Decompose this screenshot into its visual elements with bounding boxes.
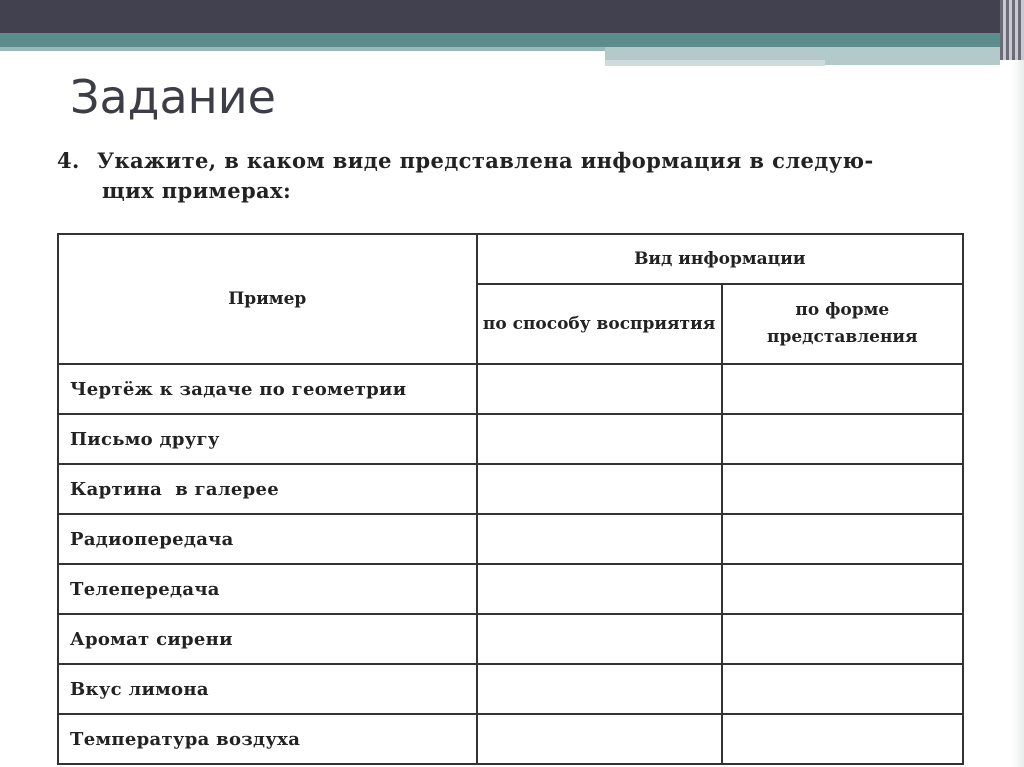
- answer-cell-perception[interactable]: [477, 464, 722, 514]
- task-text-line-1: Укажите, в каком виде представлена информация в следую-: [97, 148, 874, 173]
- table-row: [58, 414, 963, 464]
- header-by-perception: по способу восприятия: [477, 284, 722, 364]
- answer-cell-form[interactable]: [722, 614, 963, 664]
- row-example: Радиопередача: [58, 514, 477, 564]
- table-row: [58, 564, 963, 614]
- row-example: Телепередача: [58, 564, 477, 614]
- answer-cell-perception[interactable]: [477, 414, 722, 464]
- answer-cell-form[interactable]: [722, 714, 963, 764]
- info-table: [57, 233, 964, 765]
- table-row: [58, 614, 963, 664]
- row-example: Температура воздуха: [58, 714, 477, 764]
- table-row: [58, 714, 963, 764]
- slide-title: Задание: [70, 70, 276, 124]
- header-bar-teal: [0, 33, 1000, 47]
- answer-cell-form[interactable]: [722, 414, 963, 464]
- row-example: Картина в галерее: [58, 464, 477, 514]
- answer-cell-form[interactable]: [722, 514, 963, 564]
- answer-cell-perception[interactable]: [477, 364, 722, 414]
- header-example: Пример: [58, 234, 477, 364]
- task-text: [57, 146, 967, 206]
- row-example: Чертёж к задаче по геометрии: [58, 364, 477, 414]
- header-by-form: по форме представления: [722, 284, 963, 364]
- header-bar-light-accent: [605, 60, 825, 66]
- answer-cell-perception[interactable]: [477, 564, 722, 614]
- task-text-line-2: щих примерах:: [102, 178, 292, 203]
- answer-cell-form[interactable]: [722, 664, 963, 714]
- answer-cell-perception[interactable]: [477, 614, 722, 664]
- row-example: Вкус лимона: [58, 664, 477, 714]
- slide-edge-decoration: [1000, 0, 1024, 60]
- task-number: 4.: [57, 148, 80, 173]
- row-example: Письмо другу: [58, 414, 477, 464]
- answer-cell-form[interactable]: [722, 564, 963, 614]
- table-row: [58, 664, 963, 714]
- answer-cell-perception[interactable]: [477, 514, 722, 564]
- answer-cell-form[interactable]: [722, 464, 963, 514]
- header-bar-dark: [0, 0, 1000, 33]
- table-row: [58, 364, 963, 414]
- header-bar-light: [0, 47, 605, 51]
- slide-edge-fade: [1012, 60, 1024, 767]
- answer-cell-perception[interactable]: [477, 714, 722, 764]
- task-line-1: [57, 146, 967, 176]
- table-row: [58, 514, 963, 564]
- row-example: Аромат сирени: [58, 614, 477, 664]
- answer-cell-form[interactable]: [722, 364, 963, 414]
- answer-cell-perception[interactable]: [477, 664, 722, 714]
- header-info-type: Вид информации: [477, 234, 963, 284]
- table-row: [58, 464, 963, 514]
